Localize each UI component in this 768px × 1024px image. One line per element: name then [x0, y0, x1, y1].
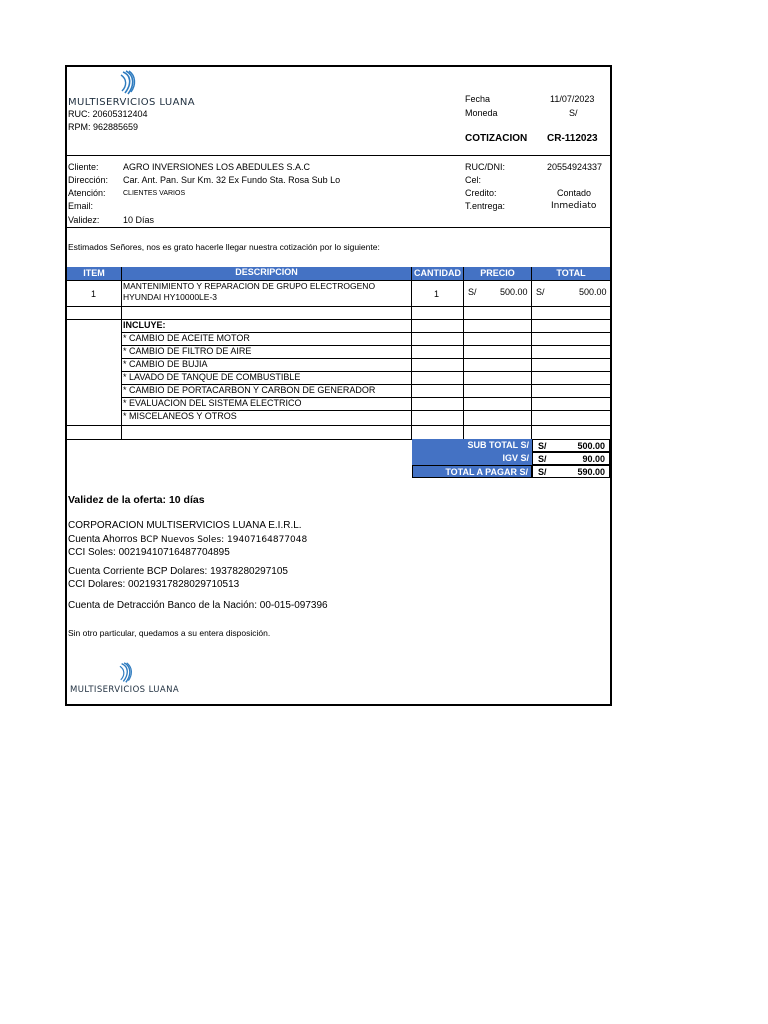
ahorros-label: Cuenta Ahorros [68, 534, 141, 545]
ahorros-line [68, 534, 307, 545]
row-precio: 500.00 [500, 287, 528, 297]
include-item: * CAMBIO DE ACEITE MOTOR [123, 333, 250, 343]
include-item: * MISCELANEOS Y OTROS [123, 411, 237, 421]
cuenta-corriente: Cuenta Corriente BCP Dolares: 19378280297105 [68, 566, 288, 577]
th-precio: PRECIO [464, 267, 531, 280]
divider [67, 155, 610, 156]
cliente-value: AGRO INVERSIONES LOS ABEDULES S.A.C [123, 162, 311, 172]
company-logo-text: MULTISERVICIOS LUANA [68, 97, 195, 108]
th-total: TOTAL [532, 267, 610, 280]
row-desc-line2: HYUNDAI HY10000LE-3 [123, 292, 218, 302]
include-item: * CAMBIO DE BUJIA [123, 359, 208, 369]
fecha-value: 11/07/2023 [550, 94, 595, 104]
includes-title: INCLUYE: [123, 320, 166, 330]
divider [67, 227, 610, 228]
closing-text: Sin otro particular, quedamos a su entera disposición. [68, 628, 271, 638]
total-value: 590.00 [577, 467, 605, 477]
company-rpm: RPM: 962885659 [68, 122, 139, 132]
atencion-label: Atención: [68, 188, 106, 198]
cel-label: Cel: [465, 175, 482, 185]
direccion-label: Dirección: [68, 175, 109, 185]
entrega-value: Inmediato [551, 201, 597, 211]
detraccion: Cuenta de Detracción Banco de la Nación: 00-015-097396 [68, 600, 328, 611]
subtotal-label: SUB TOTAL S/ [412, 439, 532, 452]
fecha-label: Fecha [465, 94, 491, 104]
validez-label: Validez: [68, 215, 100, 225]
include-item: * CAMBIO DE PORTACARBON Y CARBON DE GENERADOR [123, 385, 376, 395]
row-precio-currency: S/ [468, 287, 477, 297]
moneda-value: S/ [569, 108, 578, 118]
ruc-label: RUC/DNI: [465, 162, 505, 172]
entrega-label: T.entrega: [465, 201, 506, 211]
moneda-label: Moneda [465, 108, 498, 118]
validez-oferta: Validez de la oferta: 10 días [68, 494, 205, 506]
igv-label: IGV S/ [412, 452, 532, 465]
cci-soles: CCI Soles: 00219410716487704895 [68, 547, 230, 558]
grid-line [531, 267, 532, 439]
igv-value: 90.00 [582, 454, 605, 464]
subtotal-value: 500.00 [577, 441, 605, 451]
company-logo-icon [117, 70, 137, 96]
grid-line [121, 267, 122, 439]
intro-text: Estimados Señores, nos es grato hacerle llegar nuestra cotización por lo siguiente: [68, 242, 380, 252]
row-desc-line1: MANTENIMIENTO Y REPARACION DE GRUPO ELECTROGENO [123, 281, 376, 291]
include-item: * LAVADO DE TANQUE DE COMBUSTIBLE [123, 372, 301, 382]
total-currency: S/ [538, 467, 547, 477]
total-label: TOTAL A PAGAR S/ [412, 465, 532, 478]
igv-box [532, 452, 610, 465]
th-cantidad: CANTIDAD [414, 268, 461, 278]
row-total: 500.00 [579, 287, 607, 297]
include-item: * CAMBIO DE FILTRO DE AIRE [123, 346, 252, 356]
ahorros-value: BCP Nuevos Soles: 19407164877048 [140, 535, 308, 545]
subtotal-box [532, 439, 610, 452]
footer-logo-text: MULTISERVICIOS LUANA [70, 685, 180, 695]
cliente-label: Cliente: [68, 162, 99, 172]
atencion-value: CLIENTES VARIOS [123, 190, 186, 197]
grid-line [67, 425, 610, 426]
credito-value: Contado [557, 188, 592, 198]
validez-value: 10 Días [123, 215, 155, 225]
doc-type: COTIZACION [465, 133, 528, 144]
company-logo-icon [116, 662, 134, 684]
ruc-value: 20554924337 [547, 162, 603, 172]
subtotal-currency: S/ [538, 441, 547, 451]
include-item: * EVALUACION DEL SISTEMA ELECTRICO [123, 398, 302, 408]
grid-line [67, 306, 610, 307]
grid-line [463, 267, 464, 439]
corp-name: CORPORACION MULTISERVICIOS LUANA E.I.R.L. [68, 520, 302, 531]
total-box [532, 465, 610, 478]
email-label: Email: [68, 201, 94, 211]
doc-number: CR-112023 [547, 133, 598, 144]
th-item: ITEM [67, 267, 121, 280]
th-descripcion: DESCRIPCION [122, 267, 411, 280]
direccion-value: Car. Ant. Pan. Sur Km. 32 Ex Fundo Sta. Rosa Sub Lo [123, 175, 341, 185]
grid-line [411, 267, 412, 439]
row-total-currency: S/ [536, 287, 545, 297]
company-ruc: RUC: 20605312404 [68, 109, 148, 119]
row-cantidad: 1 [434, 289, 440, 299]
cci-dolares: CCI Dolares: 00219317828029710513 [68, 579, 240, 590]
quotation-sheet [65, 65, 612, 706]
credito-label: Credito: [465, 188, 497, 198]
igv-currency: S/ [538, 454, 547, 464]
row-item: 1 [91, 289, 97, 299]
